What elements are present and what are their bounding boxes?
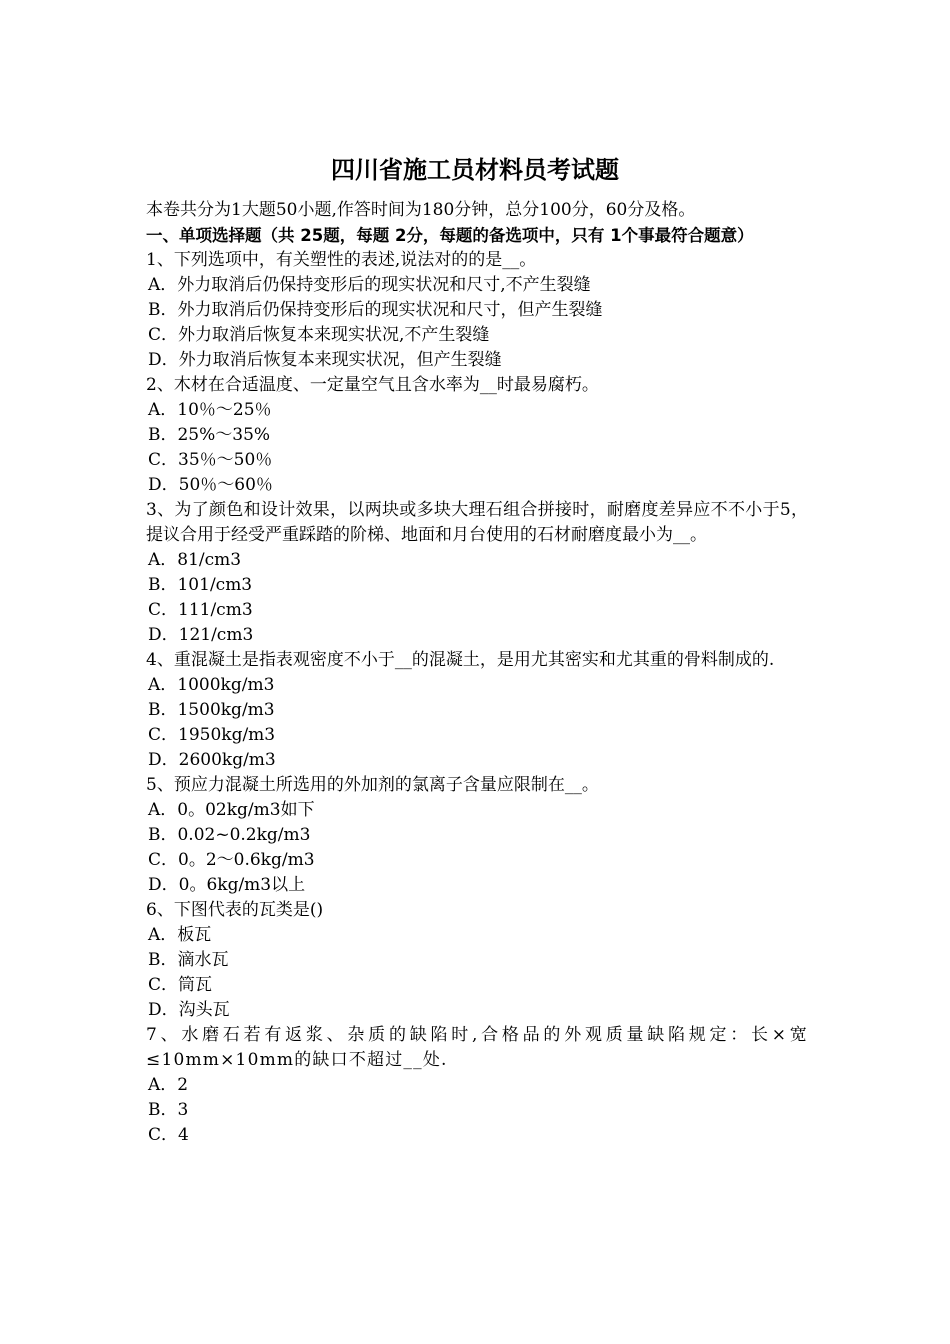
option-b: B．0.02~0.2kg/m3 — [148, 825, 311, 845]
question-text: 5、预应力混凝土所选用的外加剂的氯离子含量应限制在__。 — [146, 775, 599, 795]
option-a: A．2 — [148, 1075, 189, 1095]
option-c: C．4 — [148, 1125, 189, 1145]
document-body — [146, 198, 808, 1148]
option-a: A．外力取消后仍保持变形后的现实状况和尺寸,不产生裂缝 — [148, 275, 591, 295]
option-d: D．0。6kg/m3以上 — [148, 875, 306, 895]
option-c: C．35％～50％ — [148, 450, 273, 470]
option-c: C．111/cm3 — [148, 600, 253, 620]
option-c: C．0。2～0.6kg/m3 — [148, 850, 315, 870]
option-d: D．121/cm3 — [148, 625, 254, 645]
option-a: A．0。02kg/m3如下 — [148, 800, 315, 820]
question-2 — [146, 373, 808, 498]
option-b: B．101/cm3 — [148, 575, 253, 595]
section-heading: 一、单项选择题（共 25题，每题 2分，每题的备选项中，只有 1个事最符合题意） — [146, 226, 754, 245]
question-4 — [146, 648, 808, 773]
question-1 — [146, 248, 808, 373]
option-c: C．外力取消后恢复本来现实状况,不产生裂缝 — [148, 325, 490, 345]
question-text: 7、水磨石若有返浆、杂质的缺陷时,合格品的外观质量缺陷规定：长×宽≤10mm×10mm的缺口不超过__处. — [146, 1025, 808, 1070]
option-a: A．81/cm3 — [148, 550, 242, 570]
question-5 — [146, 773, 808, 898]
option-d: D．沟头瓦 — [148, 1000, 230, 1020]
option-d: D．50％～60％ — [148, 475, 273, 495]
option-d: D．外力取消后恢复本来现实状况，但产生裂缝 — [148, 350, 502, 370]
question-text: 6、下图代表的瓦类是() — [146, 900, 324, 920]
option-a: A．1000kg/m3 — [148, 675, 275, 695]
question-7 — [146, 1023, 808, 1148]
question-3 — [146, 498, 808, 648]
option-c: C．1950kg/m3 — [148, 725, 276, 745]
option-a: A．板瓦 — [148, 925, 212, 945]
document-title: 四川省施工员材料员考试题 — [331, 156, 619, 184]
option-b: B．1500kg/m3 — [148, 700, 275, 720]
question-text: 2、木材在合适温度、一定量空气且含水率为__时最易腐朽。 — [146, 375, 599, 395]
option-b: B．3 — [148, 1100, 189, 1120]
question-6 — [146, 898, 808, 1023]
option-d: D．2600kg/m3 — [148, 750, 276, 770]
option-a: A．10％～25％ — [148, 400, 272, 420]
question-text: 3、为了颜色和设计效果，以两块或多块大理石组合拼接时，耐磨度差异应不不小于5，提议合用于经受严重踩踏的阶梯、地面和月台使用的石材耐磨度最小为__。 — [146, 500, 808, 545]
option-b: B．外力取消后仍保持变形后的现实状况和尺寸，但产生裂缝 — [148, 300, 603, 320]
exam-intro: 本卷共分为1大题50小题,作答时间为180分钟，总分100分，60分及格。 — [146, 200, 696, 220]
question-text: 1、下列选项中，有关塑性的表述,说法对的的是__。 — [146, 250, 537, 270]
option-b: B．25%～35% — [148, 425, 271, 445]
question-text: 4、重混凝土是指表观密度不小于__的混凝土，是用尤其密实和尤其重的骨料制成的. — [146, 650, 775, 670]
option-b: B．滴水瓦 — [148, 950, 229, 970]
option-c: C．筒瓦 — [148, 975, 213, 995]
